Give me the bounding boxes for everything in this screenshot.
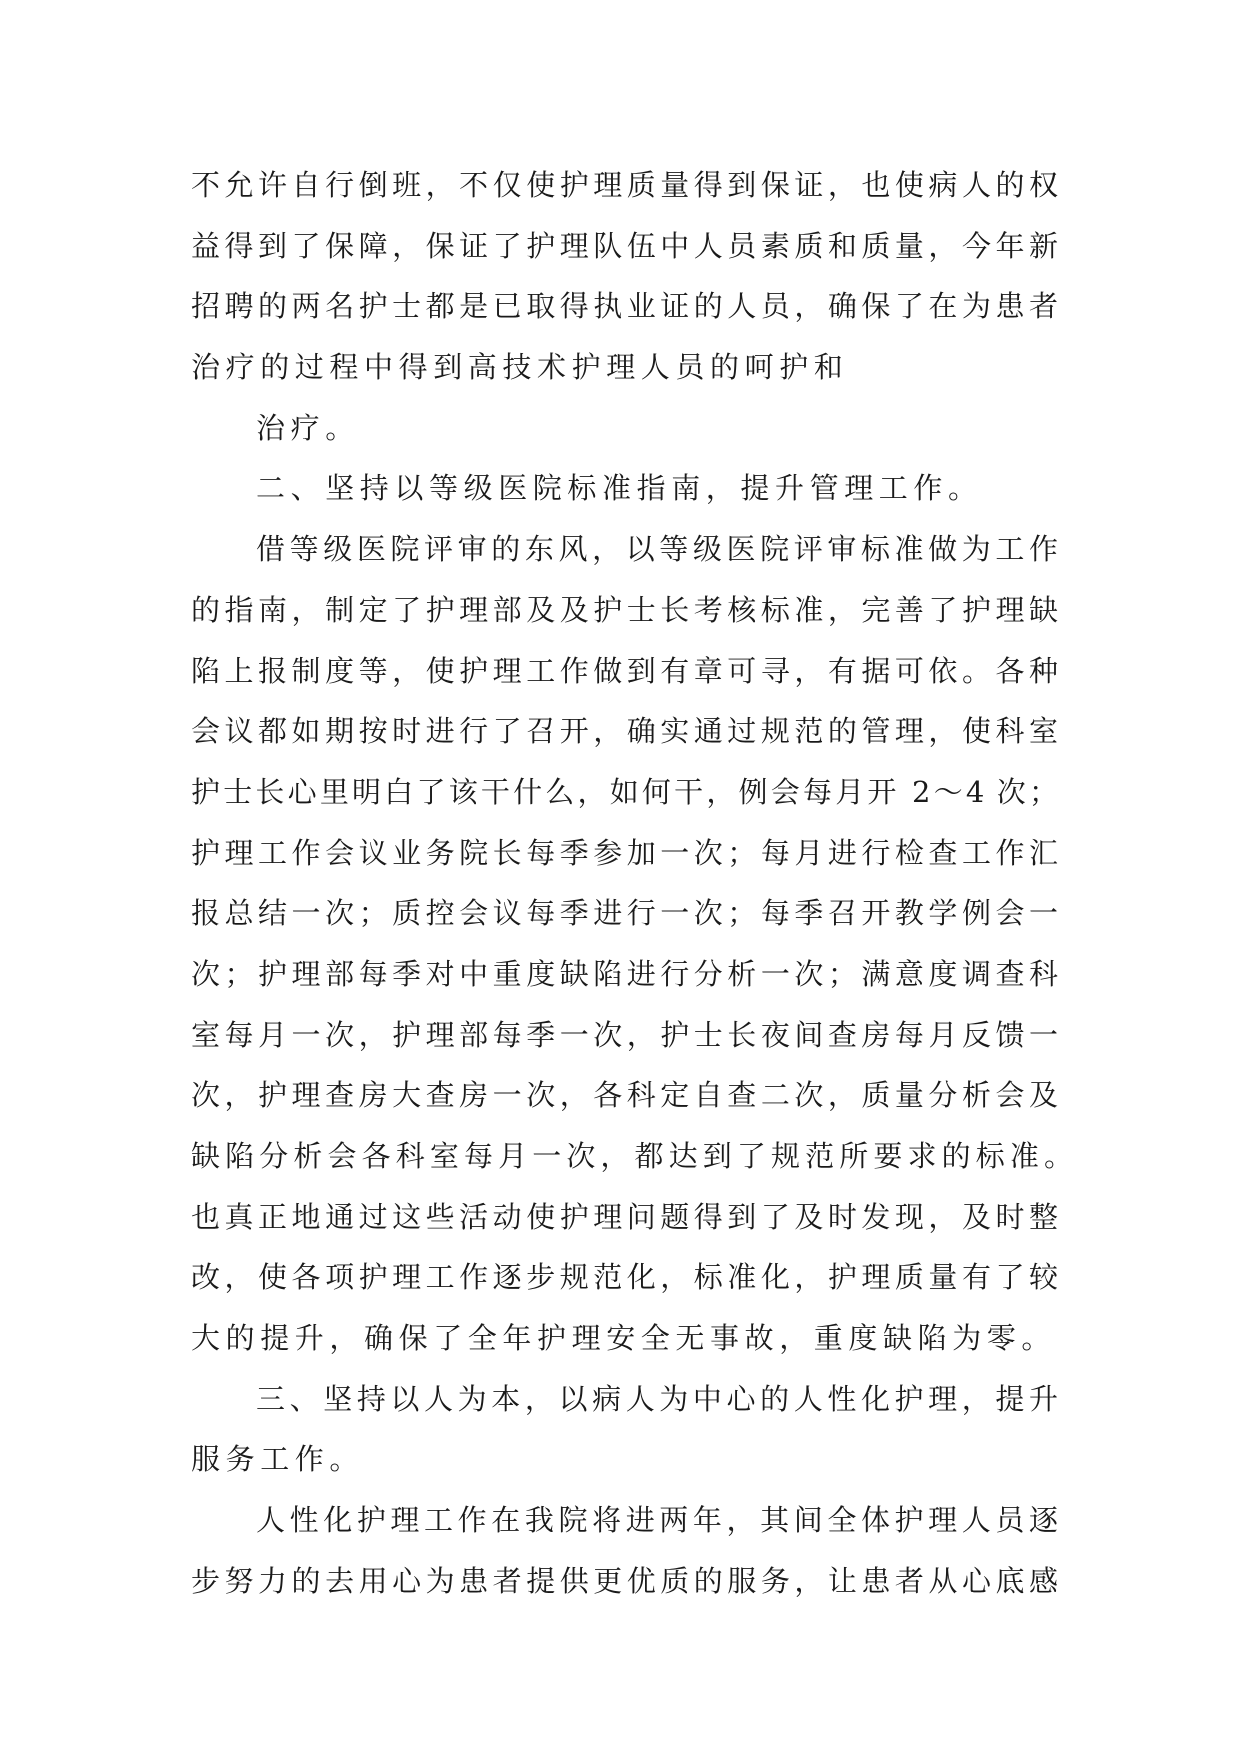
section-heading: 二、坚持以等级医院标准指南，提升管理工作。 xyxy=(256,471,983,506)
section-heading-continued: 服务工作。 xyxy=(191,1442,365,1477)
text-line: 的指南，制定了护理部及及护士长考核标准，完善了护理缺 xyxy=(191,592,1058,627)
text-line: 报总结一次；质控会议每季进行一次；每季召开教学例会一 xyxy=(191,896,1058,931)
text-line: 招聘的两名护士都是已取得执业证的人员，确保了在为患者 xyxy=(191,289,1058,324)
text-line: 次，护理查房大查房一次，各科定自查二次，质量分析会及 xyxy=(191,1078,1058,1113)
text-line: 也真正地通过这些活动使护理问题得到了及时发现，及时整 xyxy=(191,1199,1058,1234)
text-line: 次；护理部每季对中重度缺陷进行分析一次；满意度调查科 xyxy=(191,956,1058,991)
text-line: 护士长心里明白了该干什么，如何干，例会每月开 2～4 次； xyxy=(191,774,1058,809)
text-line: 人性化护理工作在我院将进两年，其间全体护理人员逐 xyxy=(256,1503,1058,1538)
text-line: 室每月一次，护理部每季一次，护士长夜间查房每月反馈一 xyxy=(191,1017,1058,1052)
text-line: 护理工作会议业务院长每季参加一次；每月进行检查工作汇 xyxy=(191,835,1058,870)
text-line: 会议都如期按时进行了召开，确实通过规范的管理，使科室 xyxy=(191,714,1058,749)
document-body xyxy=(191,155,1073,1612)
text-line: 陷上报制度等，使护理工作做到有章可寻，有据可依。各种 xyxy=(191,653,1058,688)
text-line: 借等级医院评审的东风，以等级医院评审标准做为工作 xyxy=(256,532,1058,567)
text-line: 大的提升，确保了全年护理安全无事故，重度缺陷为零。 xyxy=(191,1321,1057,1356)
text-line: 改，使各项护理工作逐步规范化，标准化，护理质量有了较 xyxy=(191,1260,1058,1295)
text-line: 治疗。 xyxy=(256,410,360,445)
text-line: 缺陷分析会各科室每月一次，都达到了规范所要求的标准。 xyxy=(191,1139,1073,1173)
section-heading: 三、坚持以人为本，以病人为中心的人性化护理，提升 xyxy=(256,1381,1058,1416)
text-line: 不允许自行倒班，不仅使护理质量得到保证，也使病人的权 xyxy=(191,168,1058,202)
text-line: 步努力的去用心为患者提供更优质的服务，让患者从心底感 xyxy=(191,1563,1058,1598)
text-line: 治疗的过程中得到高技术护理人员的呵护和 xyxy=(191,350,849,385)
text-line: 益得到了保障，保证了护理队伍中人员素质和质量，今年新 xyxy=(191,228,1058,263)
